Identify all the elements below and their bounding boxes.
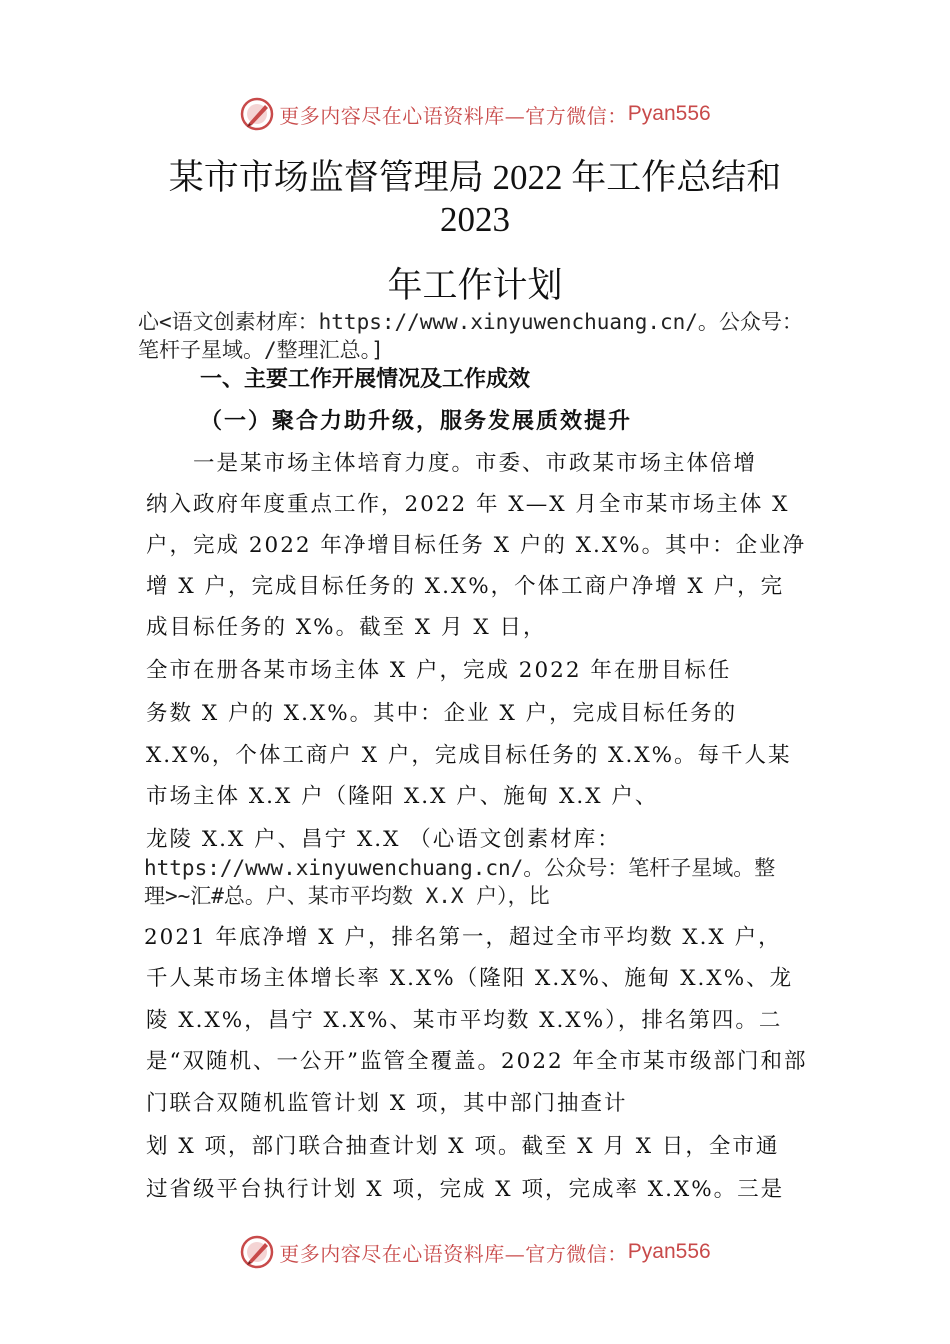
body-line: 务数 X 户的 X.X%。其中：企业 X 户，完成目标任务的 <box>146 701 738 726</box>
body-line: 增 X 户，完成目标任务的 X.X%，个体工商户净增 X 户，完 <box>146 574 785 599</box>
body-line: 千人某市场主体增长率 X.X%（隆阳 X.X%、施甸 X.X%、龙 <box>146 966 794 991</box>
body-line: 是“双随机、一公开”监管全覆盖。2022 年全市某市级部门和部 <box>146 1049 808 1074</box>
document-title-line-3: 年工作计划 <box>387 266 563 305</box>
banner-wechat-id: Pyan556 <box>627 1240 711 1263</box>
source-note-line-2: 笔杆子星域。/整理汇总。] <box>138 338 384 362</box>
pen-seal-logo-icon <box>239 1234 275 1270</box>
section-heading: 一、主要工作开展情况及工作成效 <box>200 367 531 392</box>
subsection-heading: （一）聚合力助升级，服务发展质效提升 <box>200 408 633 434</box>
inline-note-line-3: 理>~汇#总。户、某市平均数 X.X 户），比 <box>144 884 550 908</box>
inline-note-line-2: https://www.xinyuwenchuang.cn/。公众号：笔杆子星域。整 <box>144 856 776 880</box>
body-line: 户，完成 2022 年净增目标任务 X 户的 X.X%。其中：企业净 <box>146 533 807 558</box>
body-line: 过省级平台执行计划 X 项，完成 X 项，完成率 X.X%。三是 <box>146 1177 785 1202</box>
body-line: 划 X 项，部门联合抽查计划 X 项。截至 X 月 X 日，全市通 <box>146 1134 780 1159</box>
body-line: 2021 年底净增 X 户，排名第一，超过全市平均数 X.X 户， <box>144 925 782 950</box>
document-title-line-2: 2023 <box>440 200 510 239</box>
body-line: 纳入政府年度重点工作，2022 年 X—X 月全市某市场主体 X <box>146 492 790 517</box>
pen-seal-logo-icon <box>239 96 275 132</box>
source-note-line-1: 心<语文创素材库：https://www.xinyuwenchuang.cn/。公众号： <box>138 310 803 334</box>
body-line: 全市在册各某市场主体 X 户，完成 2022 年在册目标任 <box>146 658 732 683</box>
banner-text: 更多内容尽在心语资料库—官方微信： <box>279 1241 628 1266</box>
banner-wechat-id: Pyan556 <box>627 102 711 125</box>
banner-text: 更多内容尽在心语资料库—官方微信： <box>279 103 628 128</box>
inline-note-line-1: 龙陵 X.X 户、昌宁 X.X （心语文创素材库： <box>146 827 621 852</box>
body-line: 陵 X.X%，昌宁 X.X%、某市平均数 X.X%），排名第四。二 <box>146 1008 783 1033</box>
body-line: 市场主体 X.X 户（隆阳 X.X 户、施甸 X.X 户、 <box>146 784 659 809</box>
body-line: 成目标任务的 X%。截至 X 月 X 日， <box>146 615 547 640</box>
body-line: X.X%，个体工商户 X 户，完成目标任务的 X.X%。每千人某 <box>146 743 792 768</box>
footer-banner <box>0 1232 950 1272</box>
body-line: 一是某市场主体培育力度。市委、市政某市场主体倍增 <box>146 451 758 476</box>
header-banner <box>0 94 950 134</box>
body-line: 门联合双随机监管计划 X 项，其中部门抽查计 <box>146 1091 628 1116</box>
document-title-line-1: 某市市场监督管理局 2022 年工作总结和 <box>168 158 782 197</box>
